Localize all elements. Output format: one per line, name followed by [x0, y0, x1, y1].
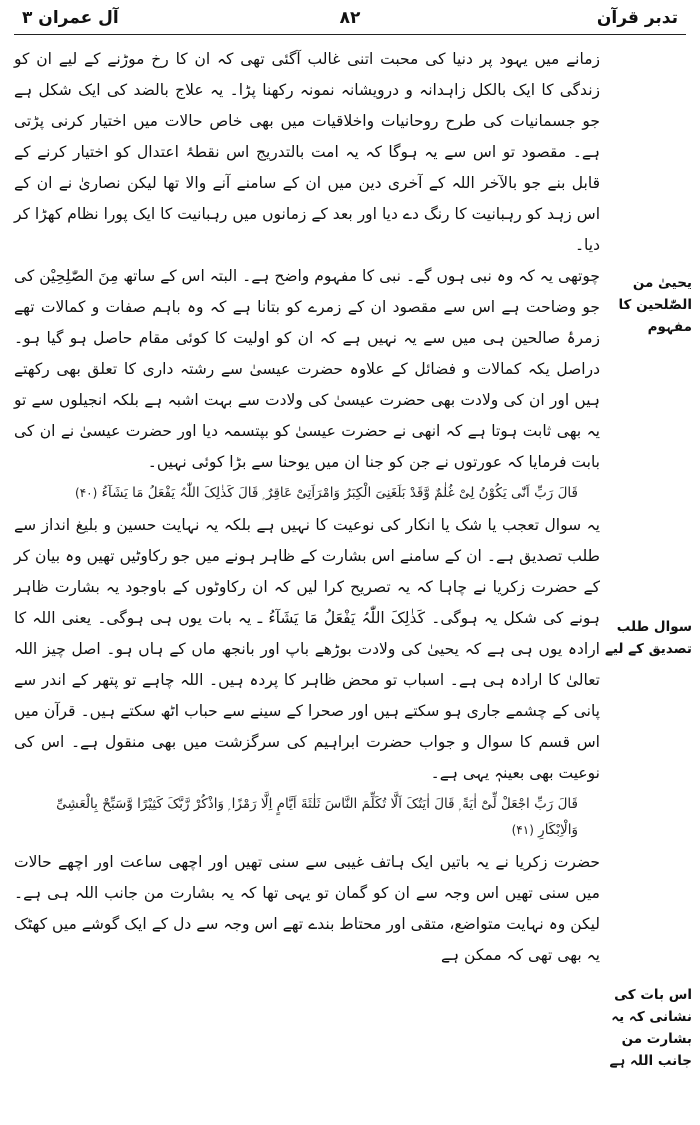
main-text — [14, 44, 600, 971]
book-title: تدبر قرآن — [596, 8, 678, 28]
paragraph-2: چوتھی یہ کہ وہ نبی ہوں گے۔ نبی کا مفہوم واضح ہے۔ البتہ اس کے ساتھ مِنَ الصّٰلِحِیْن کی جو وضاحت ہے اس سے مقصود ان کے زمرے کو بتانا ہے کہ وہ باہم صفات و کمالات تھے زمرۂ صالحین ہی میں سے یہ نہیں ہے کہ ان کو اولیت کا کوئی مقام حاصل ہو گیا ہو۔ دراصل یکہ کمالات و فضائل کے علاوہ حضرت عیسیٰ سے رشتہ داری کا تعلق بھی رکھتے ہیں اور ان کی ولادت بھی حضرت عیسیٰ کی ولادت سے بہت اشبہ ہے بلکہ انجیلوں سے تو یہ بھی ثابت ہوتا ہے کہ انھی نے حضرت عیسیٰ کو بپتسمہ دیا اور حضرت عیسیٰ نے ان کی بابت فرمایا کہ عورتوں نے جن کو جنا ان میں یوحنا سے بڑا کوئی نہیں۔ — [14, 267, 600, 471]
header-divider — [14, 34, 686, 35]
paragraph-3: یہ سوال تعجب یا شک یا انکار کی نوعیت کا نہیں ہے بلکہ یہ نہایت حسین و بلیغ انداز سے طلب تصدیق ہے۔ ان کے سامنے اس بشارت کے ظاہر ہونے میں جو رکاوٹیں تھیں وہ بیان کر کے حضرت زکریا نے چاہا کہ یہ تصریح کرا لیں کہ ان رکاوٹوں کے باوجود یہ بشارت ظاہر ہونے کی شکل یہ ہوگی۔ کَذٰلِکَ اللّٰہُ یَفْعَلُ مَا یَشَآءُ ـ یہ بات یوں ہی ہوگی۔ یعنی اللہ کا ارادہ یوں ہی ہے کہ یحییٰ کی ولادت بوڑھے باپ اور بانجھ ماں کے ہاں ہو۔ اصل چیز اللہ تعالیٰ کا ارادہ ہی ہے۔ اسباب تو محض ظاہر کا پردہ ہیں۔ اللہ چاہے تو پتھر کے اندر سے پانی کے چشمے جاری ہو سکتے ہیں اور صحرا کے سینے سے حباب اٹھ سکتے ہیں۔ قرآن میں اس قسم کا سوال و جواب حضرت ابراہیم کی سرگزشت میں بھی منقول ہے۔ اس کی نوعیت بھی بعینہٖ یہی ہے۔ — [14, 516, 600, 782]
margin-note: یحییٰ من الصّٰلحین کا مفہوم — [618, 275, 692, 335]
quran-verse-2 — [14, 791, 600, 843]
verse-reference: (۴۰) — [75, 486, 98, 500]
margin-note: سوال طلب تصدیق کے لیے — [604, 619, 692, 657]
verse-text: قَالَ رَبِّ اَنّٰی یَکُوْنُ لِیْ غُلٰمٌ وَّقَدْ بَلَغَنِیَ الْکِبَرُ وَامْرَاَتِیْ عَاقِرٌ ۭ قَالَ کَذٰلِکَ اللّٰہُ یَفْعَلُ مَا یَشَآءُ — [101, 485, 578, 501]
page-number: ۸۲ — [339, 8, 361, 28]
quran-verse-1 — [14, 480, 600, 506]
verse-reference: (۴۱) — [511, 823, 534, 837]
page-header — [14, 8, 686, 34]
margin-note: اس بات کی نشانی کہ یہ بشارت من جانب اللہ ہے — [609, 987, 692, 1069]
paragraph-1: زمانے میں یہود پر دنیا کی محبت اتنی غالب آگئی تھی کہ ان کا رخ موڑنے کے لیے ان کو زندگی کا ایک بالکل زاہدانہ و درویشانہ نمونہ رکھنا پڑا۔ یہ علاج بالضد کی ایک شکل ہے جو جسمانیات کی طرح روحانیات واخلاقیات میں بھی خاص حالات میں اختیار کرنی پڑتی ہے۔ مقصود تو اس سے یہ ہوگا کہ یہ امت بالتدریج اس نقطۂ اعتدال کو اختیار کرنے کے قابل بنے جو بالآخر اللہ کے آخری دین میں ان کے سامنے آنے والا تھا لیکن نصاریٰ نے ان کے اس زہد کو رہبانیت کا رنگ دے دیا اور بعد کے زمانوں میں رہبانیت کا ایک پورا نظام کھڑا کر دیا۔ — [14, 50, 600, 254]
verse-text: قَالَ رَبِّ اجْعَلْ لِّیْٓ اٰیَةً ۭ قَالَ اٰیَتُکَ اَلَّا تُکَلِّمَ النَّاسَ ثَلٰثَةَ اَیَّامٍ اِلَّا رَمْزًا ۭ وَاذْکُرْ رَّبَّکَ کَثِیْرًا وَّسَبِّحْ بِالْعَشِیِّ وَالْاِبْکَارِ — [56, 796, 578, 838]
paragraph-4: حضرت زکریا نے یہ باتیں ایک ہاتف غیبی سے سنی تھیں اور اچھی ساعت اور اچھے حالات میں سنی تھیں اس وجہ سے ان کو گمان تو یہی تھا کہ یہ بشارت من جانب اللہ ہی ہے۔ لیکن وہ نہایت متواضع، متقی اور محتاط بندے تھے اس وجہ سے دل کے ایک گوشے میں کھٹک یہ بھی تھی کہ ممکن ہے — [14, 853, 600, 964]
chapter-title: آل عمران ۳ — [22, 8, 119, 28]
